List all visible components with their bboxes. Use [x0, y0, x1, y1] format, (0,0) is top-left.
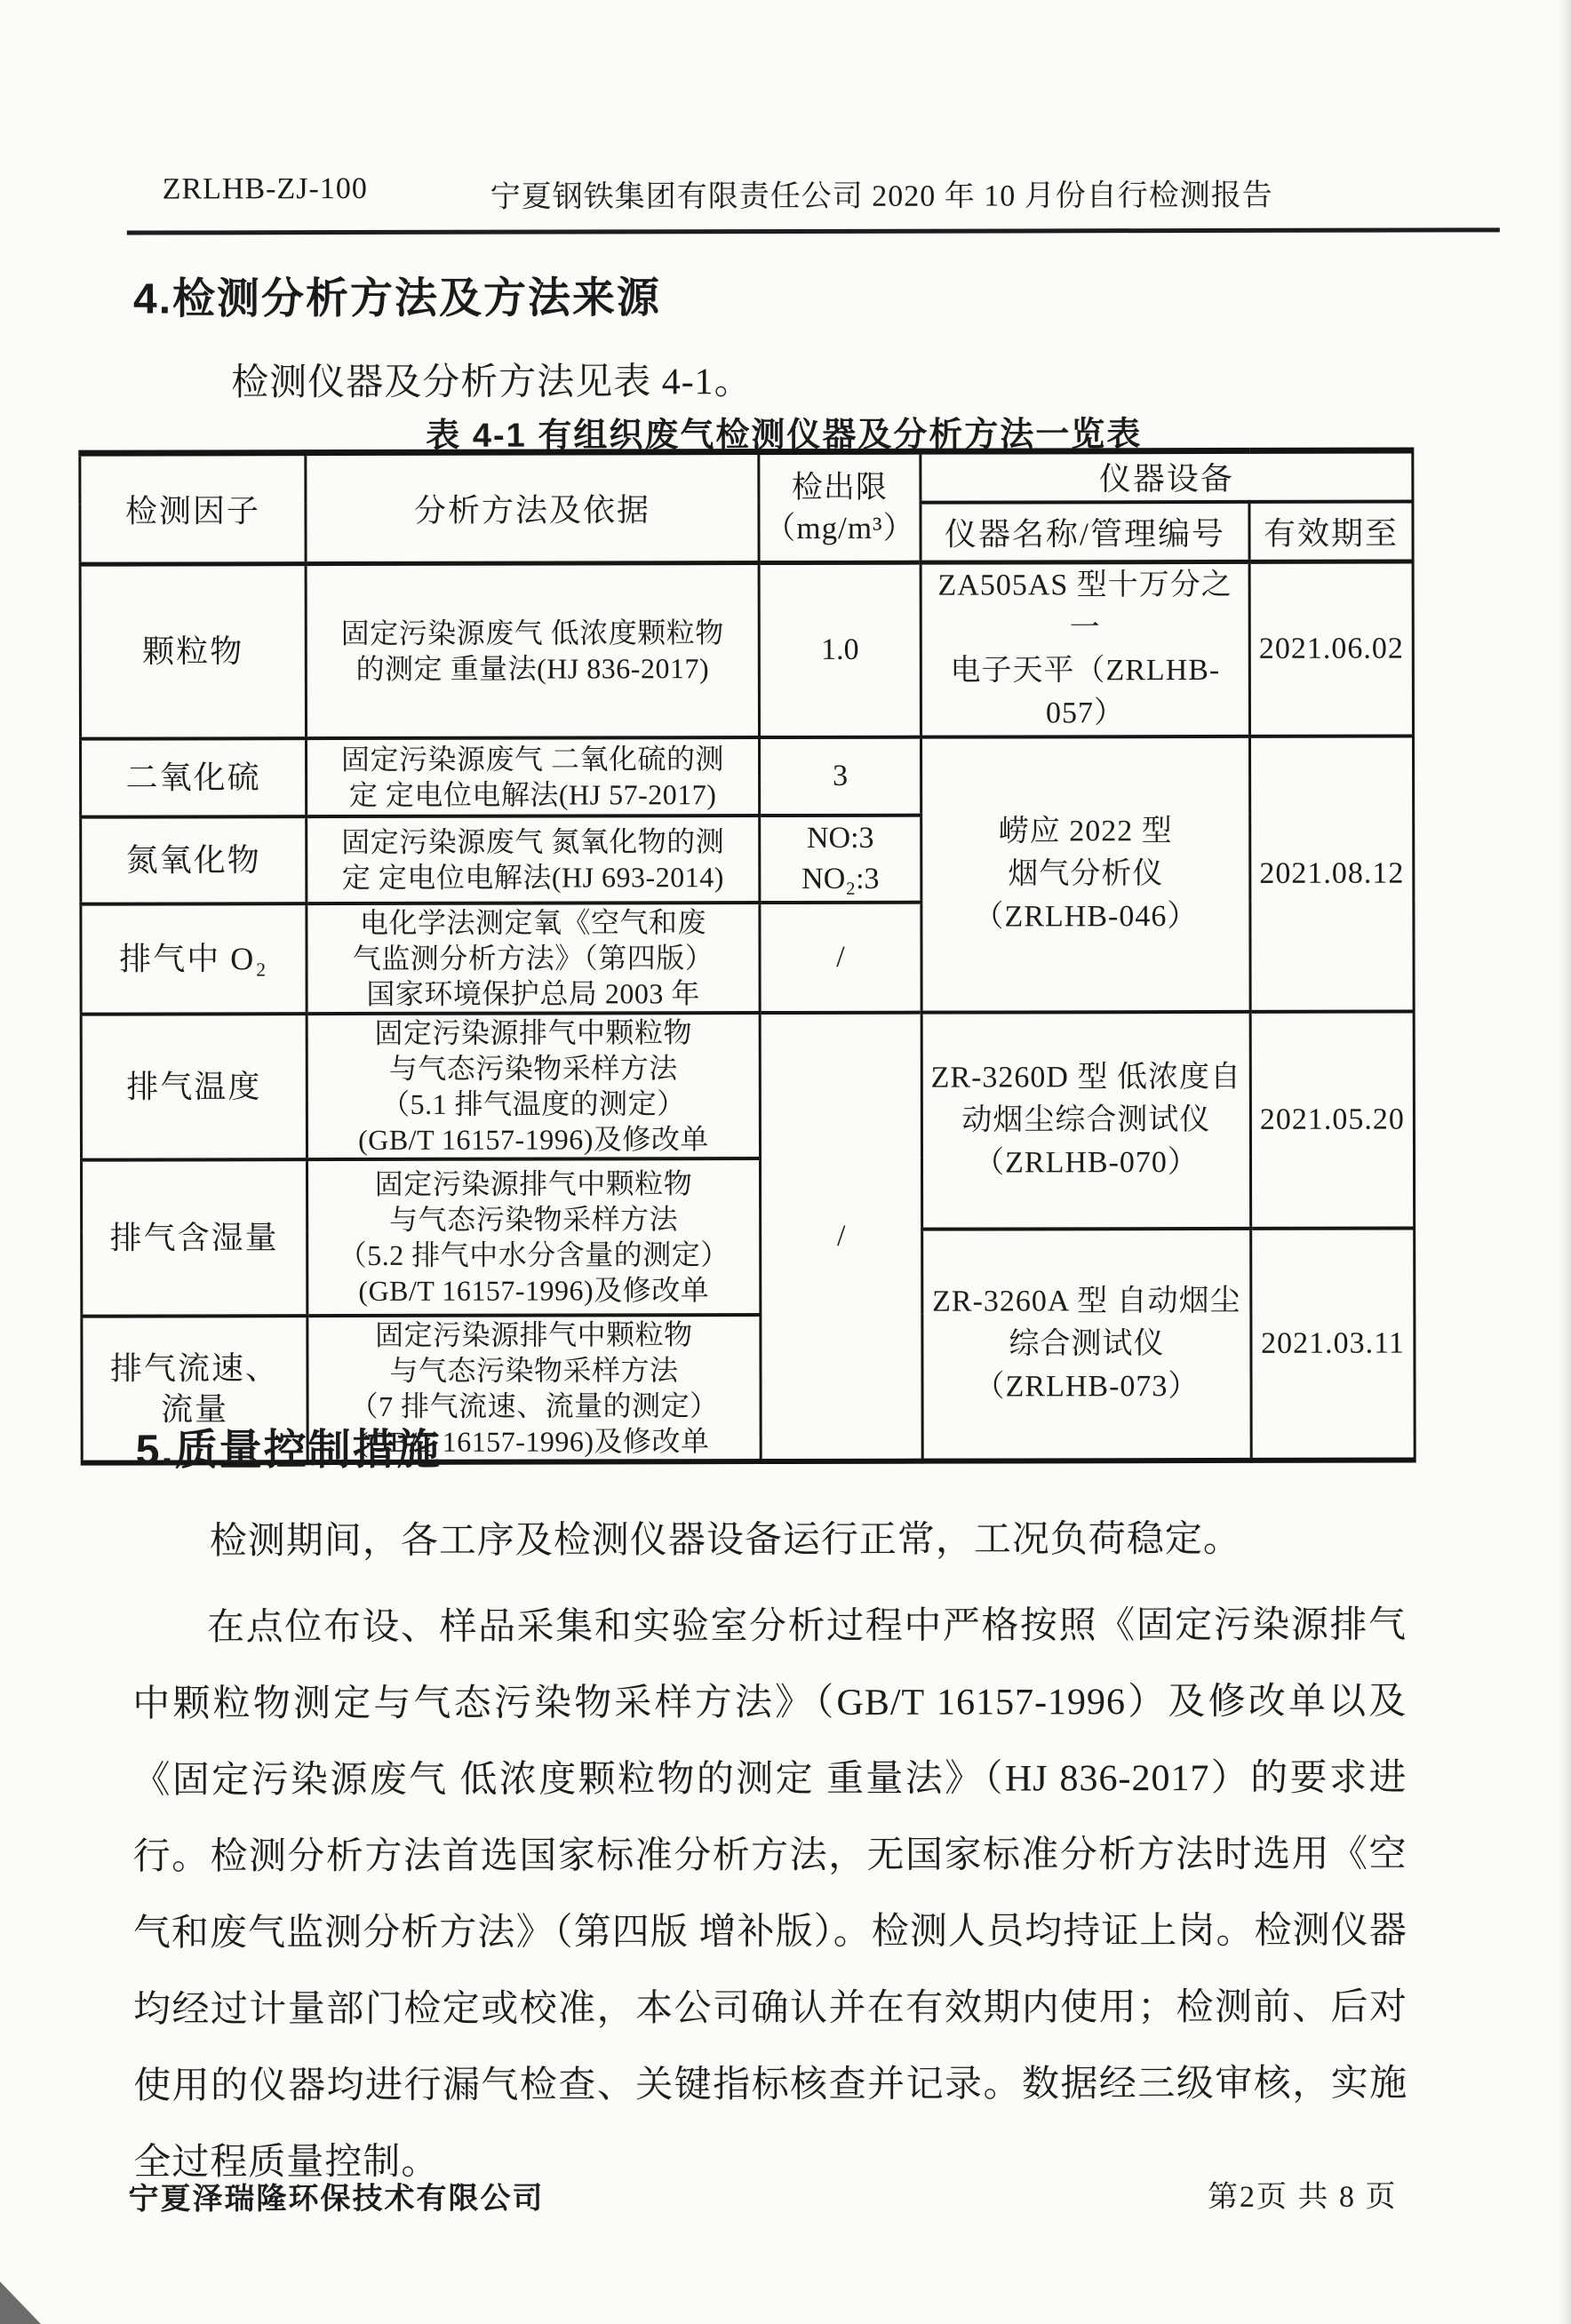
instruments-table	[78, 448, 1415, 1466]
method-cell: 固定污染源废气 二氧化硫的测 定 定电位电解法(HJ 57-2017)	[307, 737, 760, 816]
section5-heading: 5.质量控制措施	[135, 1426, 442, 1475]
header-divider-line	[127, 227, 1500, 235]
factor-cell: 排气流速、 流量	[82, 1316, 307, 1463]
factor-cell: 排气含湿量	[81, 1159, 307, 1317]
instruments-table-wrap	[78, 448, 1415, 1466]
table-caption: 表 4-1 有组织废气检测仪器及分析方法一览表	[426, 416, 1143, 455]
table-row-particulate	[80, 561, 1413, 739]
report-header-title: 宁夏钢铁集团有限责任公司 2020 年 10 月份自行检测报告	[490, 179, 1273, 214]
valid-until-cell: 2021.06.02	[1249, 561, 1413, 736]
limit-cell: NO:3 NO₂:3	[760, 816, 921, 903]
section5-paragraph-2: 在点位布设、样品采集和实验室分析过程中严格按照《固定污染源排气中颗粒物测定与气态污染物采样方法》（GB/T 16157-1996）及修改单以及《固定污染源废气 低浓度颗粒物的测定 重量法》（HJ 836-2017）的要求进行。检测分析方法首选国家标准分析方法，无国家标准分析方法时选用《空气和废气监测分析方法》（第四版 增补版）。检测人员均持证上岗。检测仪器均经过计量部门检定或校准，本公司确认并在有效期内使用；检测前、后对使用的仪器均进行漏气检查、关键指标核查并记录。数据经三级审核，实施全过程质量控制。	[132, 1604, 1408, 2184]
doc-code: ZRLHB-ZJ-100	[162, 171, 368, 206]
limit-cell: 3	[759, 737, 921, 816]
limit-cell: /	[760, 1013, 922, 1461]
col-header-valid-until: 有效期至	[1249, 501, 1413, 561]
instrument-cell: ZR-3260D 型 低浓度自 动烟尘综合测试仪 （ZRLHB-070）	[921, 1012, 1251, 1230]
method-cell: 固定污染源排气中颗粒物 与气态污染物采样方法 （5.2 排气中水分含量的测定） (GB/T 16157-1996)及修改单	[307, 1158, 760, 1316]
limit-cell: /	[760, 903, 921, 1013]
valid-until-cell: 2021.03.11	[1251, 1229, 1415, 1460]
footer-company-name: 宁夏泽瑞隆环保技术有限公司	[128, 2181, 545, 2217]
method-cell: 固定污染源排气中颗粒物 与气态污染物采样方法 （5.1 排气温度的测定） (GB/T 16157-1996)及修改单	[307, 1013, 760, 1159]
method-cell: 固定污染源废气 氮氧化物的测 定 定电位电解法(HJ 693-2014)	[307, 816, 760, 903]
table-row-so2	[81, 736, 1414, 817]
method-cell: 固定污染源排气中颗粒物 与气态污染物采样方法 （7 排气流速、流量的测定） (GB/T 16157-1996)及修改单	[307, 1315, 761, 1462]
section4-intro: 检测仪器及分析方法见表 4-1。	[231, 362, 753, 404]
col-header-instrument-name: 仪器名称/管理编号	[921, 501, 1249, 562]
section5-paragraph-1: 检测期间，各工序及检测仪器设备运行正常，工况负荷稳定。	[209, 1518, 1241, 1563]
valid-until-cell: 2021.05.20	[1250, 1012, 1415, 1229]
table-header-row-1	[80, 450, 1413, 504]
col-header-instrument-group: 仪器设备	[921, 450, 1413, 502]
footer-page-number: 第2页 共 8 页	[1207, 2180, 1398, 2215]
factor-cell: 颗粒物	[80, 564, 306, 739]
section4-heading: 4.检测分析方法及方法来源	[132, 275, 662, 323]
instrument-cell: ZA505AS 型十万分之一 电子天平（ZRLHB-057）	[921, 561, 1249, 736]
col-header-factor: 检测因子	[80, 453, 306, 565]
scan-artifact-edge-shadow	[1559, 0, 1571, 2324]
factor-cell: 二氧化硫	[81, 738, 307, 817]
factor-cell: 排气中 O₂	[81, 903, 307, 1015]
table-row-temperature	[81, 1012, 1414, 1160]
page-footer	[128, 2172, 1397, 2218]
method-cell: 固定污染源废气 低浓度颗粒物 的测定 重量法(HJ 836-2017)	[306, 563, 759, 739]
factor-cell: 氮氧化物	[81, 816, 307, 904]
factor-cell: 排气温度	[81, 1014, 307, 1160]
method-cell: 电化学法测定氧《空气和废 气监测分析方法》（第四版） 国家环境保护总局 2003 年	[307, 903, 760, 1014]
instrument-cell: 崂应 2022 型 烟气分析仪 （ZRLHB-046）	[921, 736, 1250, 1013]
col-header-method: 分析方法及依据	[306, 452, 759, 564]
valid-until-cell: 2021.08.12	[1249, 736, 1414, 1012]
limit-cell: 1.0	[759, 562, 921, 737]
instrument-cell: ZR-3260A 型 自动烟尘 综合测试仪 （ZRLHB-073）	[922, 1229, 1252, 1461]
col-header-detection-limit: 检出限 （mg/m³）	[759, 451, 921, 562]
